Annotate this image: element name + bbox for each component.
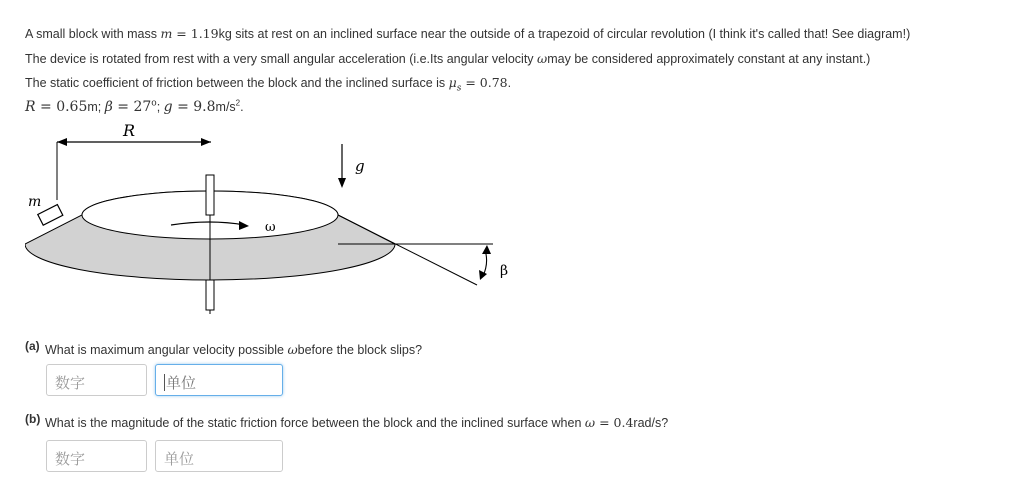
exponent: 2 xyxy=(235,98,241,108)
question-text: What is the magnitude of the static friction force between the block and the inclined surface when xyxy=(45,416,585,430)
mu-symbol: μ xyxy=(448,75,457,90)
question-text: before the block slips? xyxy=(297,343,423,357)
question-text: What is maximum angular velocity possible xyxy=(45,343,288,357)
gravity-arrow-head xyxy=(338,178,346,188)
part-b-label: (b) xyxy=(25,412,41,426)
omega-value: 0.4 xyxy=(613,415,634,430)
part-b-unit-input[interactable] xyxy=(155,440,283,472)
number-placeholder: 数字 xyxy=(55,450,86,468)
shaft-upper xyxy=(206,175,214,215)
omega-symbol: ω xyxy=(287,342,298,357)
period: . xyxy=(240,100,244,114)
beta-arrow-head-bottom xyxy=(479,270,487,280)
equals: = xyxy=(112,99,134,115)
unit-placeholder: 单位 xyxy=(164,450,195,468)
problem-line-3 xyxy=(25,75,511,94)
problem-text: A small block with mass xyxy=(25,27,161,41)
equals: = xyxy=(461,75,480,90)
mu-value: 0.78 xyxy=(479,75,508,90)
equals: = xyxy=(172,99,194,115)
period: . xyxy=(507,76,512,90)
gravity-value: 9.8 xyxy=(193,99,216,115)
gravity-symbol: g xyxy=(163,99,173,115)
omega-unit: rad/s? xyxy=(633,416,669,430)
degree-mark: o xyxy=(151,98,157,109)
problem-line-4 xyxy=(25,98,244,115)
equals: = xyxy=(172,26,191,41)
part-a-label: (a) xyxy=(25,339,40,353)
omega-symbol: ω xyxy=(584,415,596,430)
radius-unit: m; xyxy=(87,100,105,114)
label-R: R xyxy=(122,121,136,140)
part-a-number-input[interactable] xyxy=(46,364,147,396)
gravity-unit: m/s xyxy=(215,100,236,114)
problem-text: may be considered approximately constant at any instant.) xyxy=(547,52,871,66)
radius-symbol: R xyxy=(25,99,36,115)
omega-symbol: ω xyxy=(537,51,548,66)
unit-placeholder: 单位 xyxy=(166,374,197,392)
equals: = xyxy=(595,415,614,430)
radius-value: 0.65 xyxy=(56,99,88,115)
part-a-question xyxy=(45,342,422,357)
problem-line-1 xyxy=(25,26,910,41)
mass-value: 1.19 xyxy=(190,26,219,41)
part-a-unit-input[interactable] xyxy=(155,364,283,396)
arrow-head-right xyxy=(201,138,211,146)
mu-subscript: s xyxy=(456,83,462,94)
part-b-question xyxy=(45,415,668,430)
problem-line-2 xyxy=(25,51,870,66)
trapezoid-diagram xyxy=(25,118,565,318)
equals: = xyxy=(35,99,57,115)
problem-text: kg sits at rest on an inclined surface near the outside of a trapezoid of circular revolution (I think it's called that! See diagram!) xyxy=(218,27,911,41)
text-caret xyxy=(164,374,165,391)
arrow-head-left xyxy=(57,138,67,146)
block xyxy=(38,205,63,226)
beta-arrow-head-top xyxy=(482,245,491,254)
part-b-number-input[interactable] xyxy=(46,440,147,472)
separator: ; xyxy=(156,100,164,114)
mass-symbol: m xyxy=(160,26,173,41)
number-placeholder: 数字 xyxy=(55,374,86,392)
shaft-lower xyxy=(206,280,214,310)
beta-value: 27 xyxy=(133,99,152,115)
label-m: m xyxy=(28,194,42,210)
label-g: g xyxy=(355,157,365,175)
beta-symbol: β xyxy=(104,99,113,115)
problem-text: The static coefficient of friction between the block and the inclined surface is xyxy=(25,76,449,90)
label-omega: ω xyxy=(265,220,276,235)
label-beta: β xyxy=(500,263,509,279)
problem-text: The device is rotated from rest with a very small angular acceleration (i.e.Its angular velocity xyxy=(25,52,538,66)
